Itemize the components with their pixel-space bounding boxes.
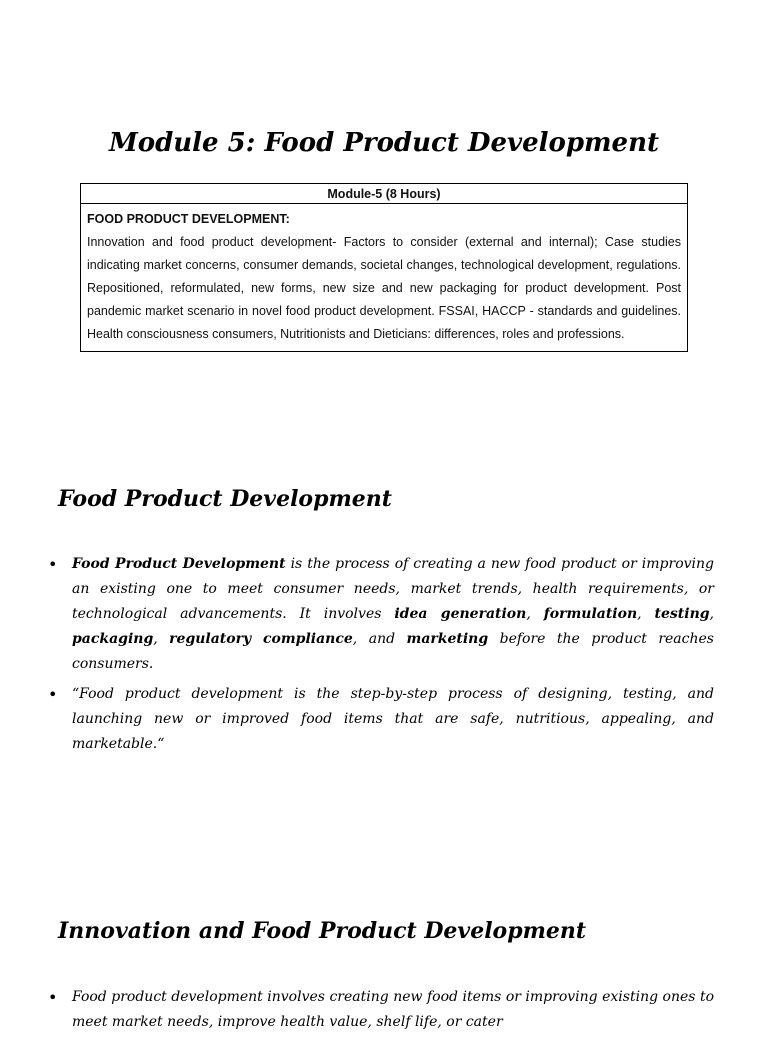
keyword-regulatory-compliance: regulatory compliance — [169, 631, 353, 647]
section-title-food-product-development: Food Product Development — [58, 486, 392, 512]
bullet-definition: • Food Product Development is the process of creating a new food product or improving an existing one to meet consumer needs, market trends, health requirements, or technological advancements. It involves idea generation, formulation, testing, packaging, regulatory compliance, and marketing before the product reaches consumers. — [48, 552, 714, 677]
bullet-text: is the process of creating a new food product or improving an existing one to meet consumer needs, market trends, health requirements, or technological advancements. It involves — [72, 556, 714, 622]
bullet-quote: • “Food product development is the step-by-step process of designing, testing, and launching new or improved food items that are safe, nutritious, appealing, and marketable.“ — [48, 682, 714, 757]
section1-bullet-list — [48, 552, 714, 762]
keyword-packaging: packaging — [72, 631, 154, 647]
bullet-innovation: • Food product development involves creating new food items or improving existing ones to meet market needs, improve health value, shelf life, or cater — [48, 985, 714, 1035]
section2-bullet-list — [48, 985, 714, 1040]
syllabus-heading: FOOD PRODUCT DEVELOPMENT: — [87, 212, 290, 226]
keyword-testing: testing — [654, 606, 710, 622]
syllabus-text: Innovation and food product development- Factors to consider (external and internal); Case studies indicating market concerns, consumer demands, societal changes, technological development, regulations. Repositioned, reformulated, new forms, new size and new packaging for product development. Post pandemic market scenario in novel food product development. FSSAI, HACCP - standards and guidelines. Health consciousness consumers, Nutritionists and Dieticians: differences, roles and professions. — [87, 235, 681, 341]
keyword-idea-generation: idea generation — [394, 606, 527, 622]
syllabus-body — [81, 204, 687, 351]
keyword-marketing: marketing — [406, 631, 489, 647]
module-title: Module 5: Food Product Development — [108, 128, 660, 158]
term-food-product-development: Food Product Development — [72, 556, 286, 572]
bullet-text: before the product reaches consumers. — [72, 631, 714, 672]
section-title-innovation: Innovation and Food Product Development — [58, 918, 587, 944]
syllabus-table — [80, 183, 688, 352]
syllabus-header: Module-5 (8 Hours) — [81, 184, 687, 204]
keyword-formulation: formulation — [543, 606, 638, 622]
